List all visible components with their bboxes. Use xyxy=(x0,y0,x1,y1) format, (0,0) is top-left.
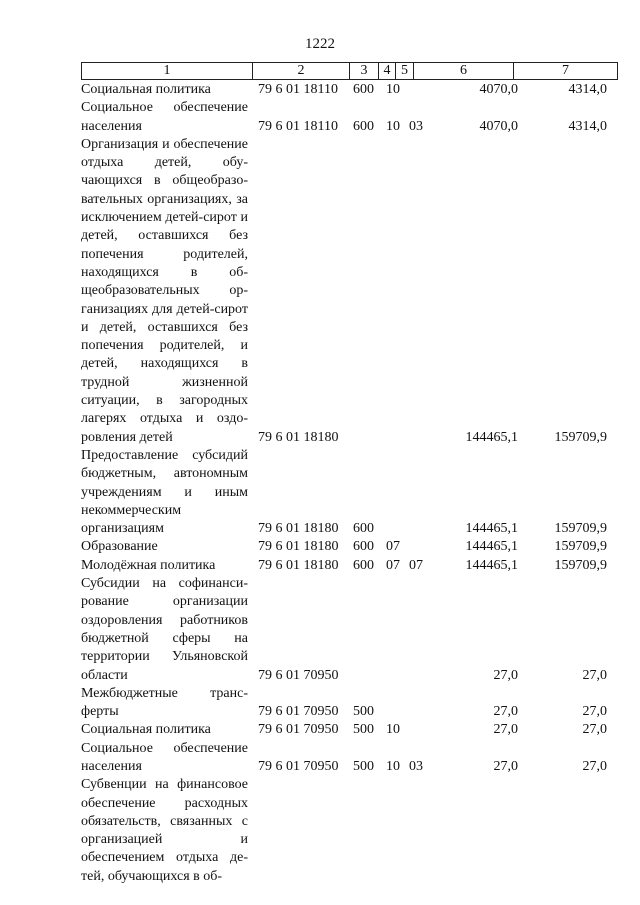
row-code: 79 6 01 18180 xyxy=(258,557,339,573)
row-code: 79 6 01 18180 xyxy=(258,539,339,555)
row-col-4: 10 xyxy=(386,758,400,774)
row-code: 79 6 01 70950 xyxy=(258,704,339,720)
row-value-7: 27,0 xyxy=(582,704,607,720)
row-col-3: 600 xyxy=(353,539,374,555)
row-code: 79 6 01 18180 xyxy=(258,429,339,445)
table-row xyxy=(0,575,640,685)
row-value-6: 144465,1 xyxy=(465,521,518,537)
row-name: Социальная политика xyxy=(81,82,211,97)
row-value-7: 27,0 xyxy=(582,758,607,774)
row-code: 79 6 01 70950 xyxy=(258,758,339,774)
table-row xyxy=(0,99,640,136)
row-name: Предоставление субсидий бюджетным, автономным учреждениям и иным некоммерческим организациям xyxy=(81,447,248,537)
table-row xyxy=(0,557,640,575)
row-value-7: 4314,0 xyxy=(568,118,607,134)
row-name: Организация и обеспечение отдыха детей, обучающихся в общеобразовательных организациях, за исключением детей-сирот и детей, оставшихся без попечения родителей, находящихся в общеобразовательных организациях для детей-сирот и детей, оставшихся без попечения родителей, и детей, находящихся в трудной жизненной ситуации, в загородных лагерях отдыха и оздоровления детей xyxy=(81,136,248,445)
row-col-4: 07 xyxy=(386,557,400,573)
row-col-5: 03 xyxy=(409,118,423,134)
row-value-6: 144465,1 xyxy=(465,539,518,555)
table-row xyxy=(0,81,640,99)
row-value-7: 27,0 xyxy=(582,722,607,738)
table-row xyxy=(0,740,640,777)
row-name: Социальная политика xyxy=(81,722,211,738)
row-col-3: 600 xyxy=(353,82,374,97)
row-value-6: 27,0 xyxy=(493,758,518,774)
row-col-5: 03 xyxy=(409,758,423,774)
table-row xyxy=(0,136,640,447)
row-value-7: 159709,9 xyxy=(554,539,607,555)
row-code: 79 6 01 18110 xyxy=(258,82,338,97)
page-number: 1222 xyxy=(305,36,335,52)
row-value-6: 27,0 xyxy=(493,722,518,738)
header-col-1: 1 xyxy=(82,63,253,79)
row-value-6: 144465,1 xyxy=(465,429,518,445)
row-code: 79 6 01 70950 xyxy=(258,667,339,683)
row-col-4: 10 xyxy=(386,722,400,738)
header-col-4: 4 xyxy=(379,63,396,79)
header-col-6: 6 xyxy=(414,63,514,79)
row-col-3: 600 xyxy=(353,557,374,573)
header-col-2: 2 xyxy=(253,63,350,79)
row-name: Социальное обеспечение населения xyxy=(81,100,248,134)
row-value-7: 159709,9 xyxy=(554,521,607,537)
row-name: Межбюджетные трансферты xyxy=(81,685,248,720)
row-value-6: 144465,1 xyxy=(465,557,518,573)
row-name: Субвенции на финансовое обеспечение расходных обязательств, связанных с организацией и обеспечением отдыха детей, обучающихся в об- xyxy=(81,777,248,884)
header-col-7: 7 xyxy=(562,63,569,78)
row-col-3: 600 xyxy=(353,521,374,537)
header-col-3: 3 xyxy=(350,63,379,79)
row-col-3: 500 xyxy=(353,704,374,720)
table-header xyxy=(81,62,618,80)
row-col-4: 10 xyxy=(386,118,400,134)
row-code: 79 6 01 18110 xyxy=(258,118,338,134)
row-col-3: 500 xyxy=(353,758,374,774)
row-value-7: 4314,0 xyxy=(568,82,607,97)
row-value-7: 27,0 xyxy=(582,667,607,683)
row-col-4: 10 xyxy=(386,82,400,97)
row-col-5: 07 xyxy=(409,557,423,573)
table-row xyxy=(0,447,640,538)
row-col-3: 500 xyxy=(353,722,374,738)
row-value-7: 159709,9 xyxy=(554,429,607,445)
header-col-5: 5 xyxy=(396,63,414,79)
row-code: 79 6 01 18180 xyxy=(258,521,339,537)
table-body xyxy=(0,81,640,886)
table-row xyxy=(0,776,640,886)
row-value-6: 4070,0 xyxy=(479,82,518,97)
row-name: Молодёжная политика xyxy=(81,557,216,573)
row-code: 79 6 01 70950 xyxy=(258,722,339,738)
row-value-6: 27,0 xyxy=(493,704,518,720)
table-row xyxy=(0,685,640,722)
row-value-7: 159709,9 xyxy=(554,557,607,573)
row-col-3: 600 xyxy=(353,118,374,134)
row-value-6: 4070,0 xyxy=(479,118,518,134)
row-name: Образование xyxy=(81,539,158,555)
row-value-6: 27,0 xyxy=(493,667,518,683)
row-name: Социальное обеспечение населения xyxy=(81,740,248,774)
row-name: Субсидии на софинансирование организации оздоровления работников бюджетной сферы на территории Ульяновской области xyxy=(81,576,248,683)
row-col-4: 07 xyxy=(386,539,400,555)
table-row xyxy=(0,721,640,739)
table-row xyxy=(0,538,640,556)
